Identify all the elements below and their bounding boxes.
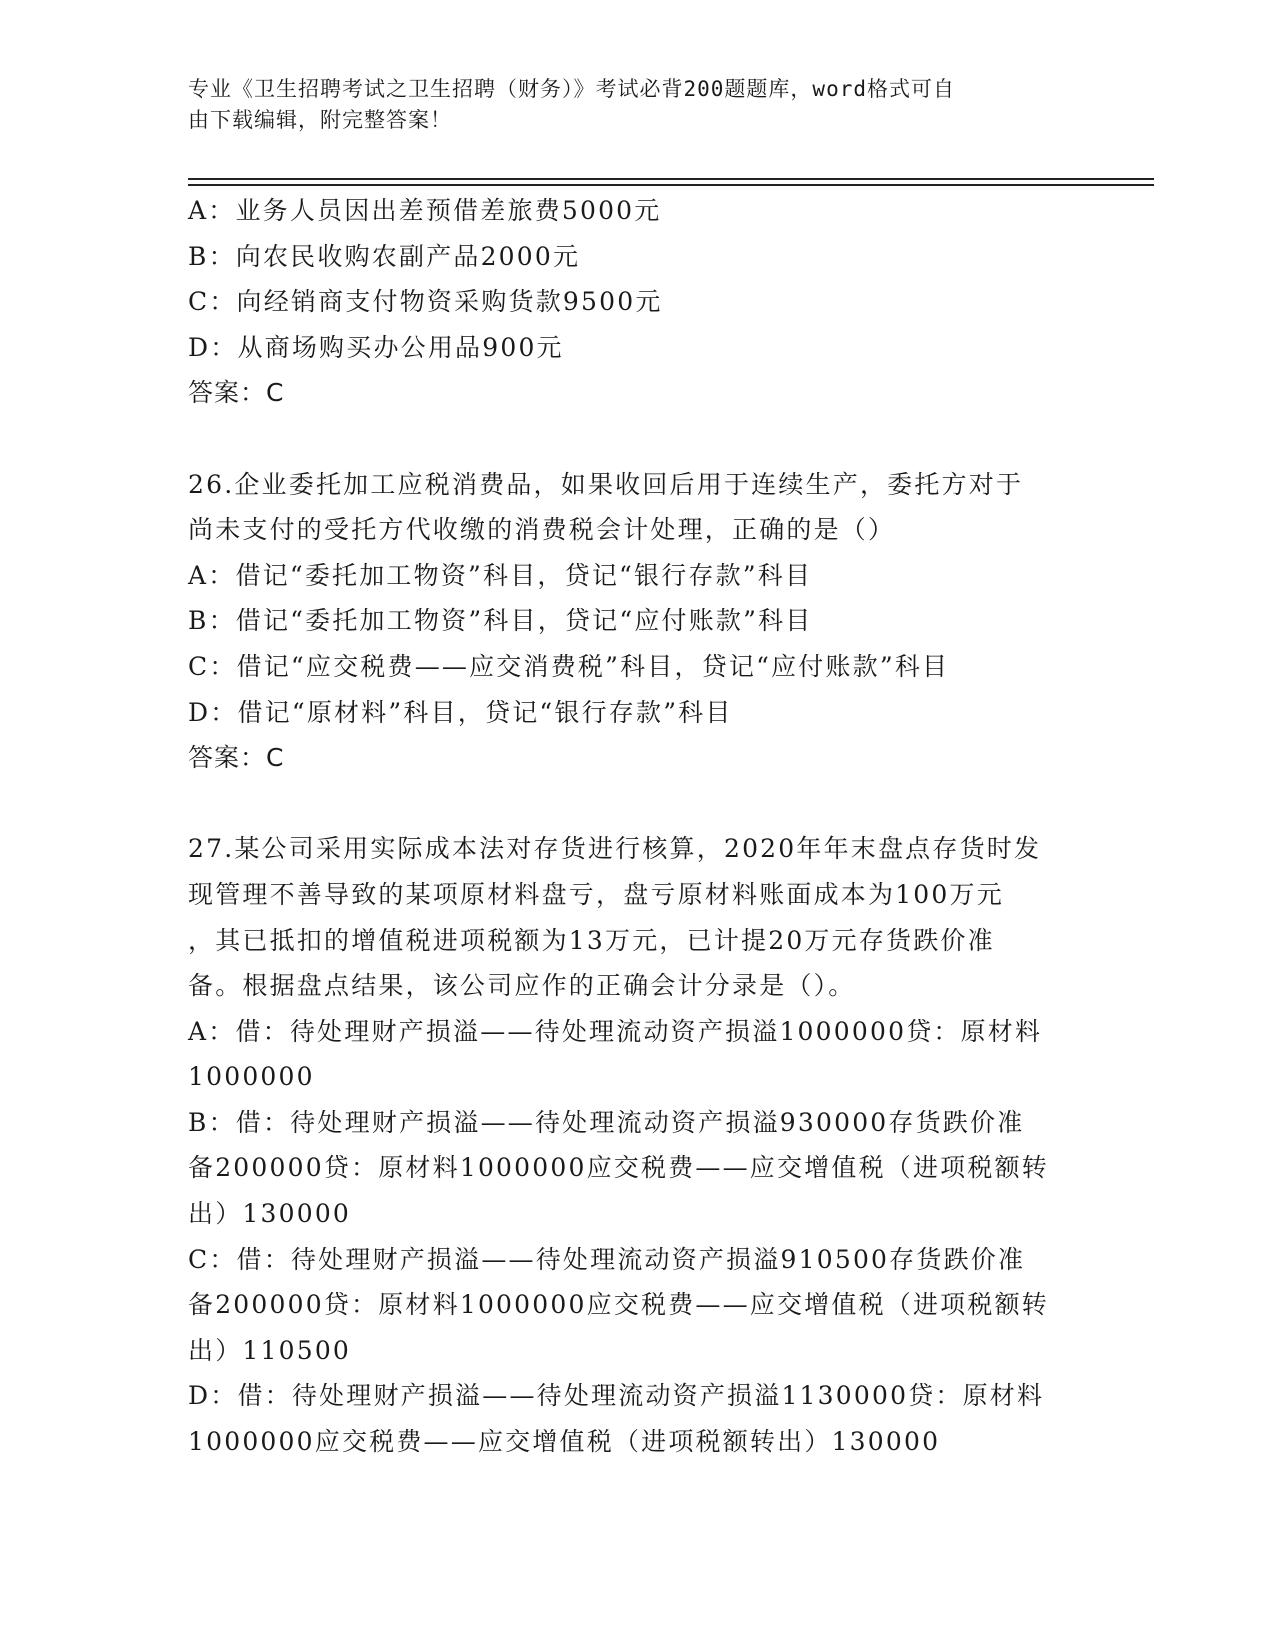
spacer	[188, 416, 1098, 462]
header-line-1: 专业《卫生招聘考试之卫生招聘（财务）》考试必背200题题库，word格式可自	[188, 77, 955, 101]
option-c: C：向经销商支付物资采购货款9500元	[188, 287, 663, 317]
answer-line: 答案：C	[188, 743, 285, 773]
option-b-line: 出）130000	[188, 1199, 352, 1229]
option-c-line: C：借：待处理财产损溢——待处理流动资产损溢910500存货跌价准	[188, 1244, 1026, 1274]
question-stem-line: 尚未支付的受托方代收缴的消费税会计处理，正确的是（）	[188, 515, 896, 545]
question-stem-line: ，其已抵扣的增值税进项税额为13万元，已计提20万元存货跌价准	[188, 925, 995, 955]
option-b: B：向农民收购农副产品2000元	[188, 241, 581, 271]
question-stem-line: 备。根据盘点结果，该公司应作的正确会计分录是（）。	[188, 971, 856, 1001]
option-d: D：借记“原材料”科目，贷记“银行存款”科目	[188, 697, 733, 727]
option-b-line: B：借：待处理财产损溢——待处理流动资产损溢930000存货跌价准	[188, 1107, 1025, 1137]
header-line-2: 由下载编辑，附完整答案！	[188, 108, 452, 132]
option-a-line: 1000000	[188, 1062, 315, 1092]
document-header	[188, 74, 1088, 136]
option-d: D：从商场购买办公用品900元	[188, 332, 564, 362]
question-25	[188, 188, 1098, 416]
question-27	[188, 826, 1098, 1464]
question-stem-line: 现管理不善导致的某项原材料盘亏，盘亏原材料账面成本为100万元	[188, 879, 1004, 909]
header-divider-bottom	[188, 184, 1154, 186]
option-c: C：借记“应交税费——应交消费税”科目，贷记“应付账款”科目	[188, 651, 950, 681]
spacer	[188, 781, 1098, 827]
header-divider-top	[188, 178, 1154, 180]
option-d-line: D：借：待处理财产损溢——待处理流动资产损溢1130000贷：原材料	[188, 1381, 1045, 1411]
option-a-line: A：借：待处理财产损溢——待处理流动资产损溢1000000贷：原材料	[188, 1016, 1043, 1046]
option-a: A：业务人员因出差预借差旅费5000元	[188, 196, 662, 225]
question-content	[188, 188, 1098, 1465]
option-b: B：借记“委托加工物资”科目，贷记“应付账款”科目	[188, 606, 813, 636]
question-stem-line: 26.企业委托加工应税消费品，如果收回后用于连续生产，委托方对于	[188, 469, 1024, 499]
question-stem-line: 27.某公司采用实际成本法对存货进行核算，2020年年末盘点存货时发	[188, 834, 1042, 864]
question-26	[188, 462, 1098, 781]
option-b-line: 备200000贷：原材料1000000应交税费——应交增值税（进项税额转	[188, 1153, 1049, 1183]
option-a: A：借记“委托加工物资”科目，贷记“银行存款”科目	[188, 560, 813, 590]
answer-line: 答案：C	[188, 378, 285, 408]
option-c-line: 出）110500	[188, 1335, 352, 1365]
option-d-line: 1000000应交税费——应交增值税（进项税额转出）130000	[188, 1427, 941, 1457]
option-c-line: 备200000贷：原材料1000000应交税费——应交增值税（进项税额转	[188, 1290, 1049, 1320]
